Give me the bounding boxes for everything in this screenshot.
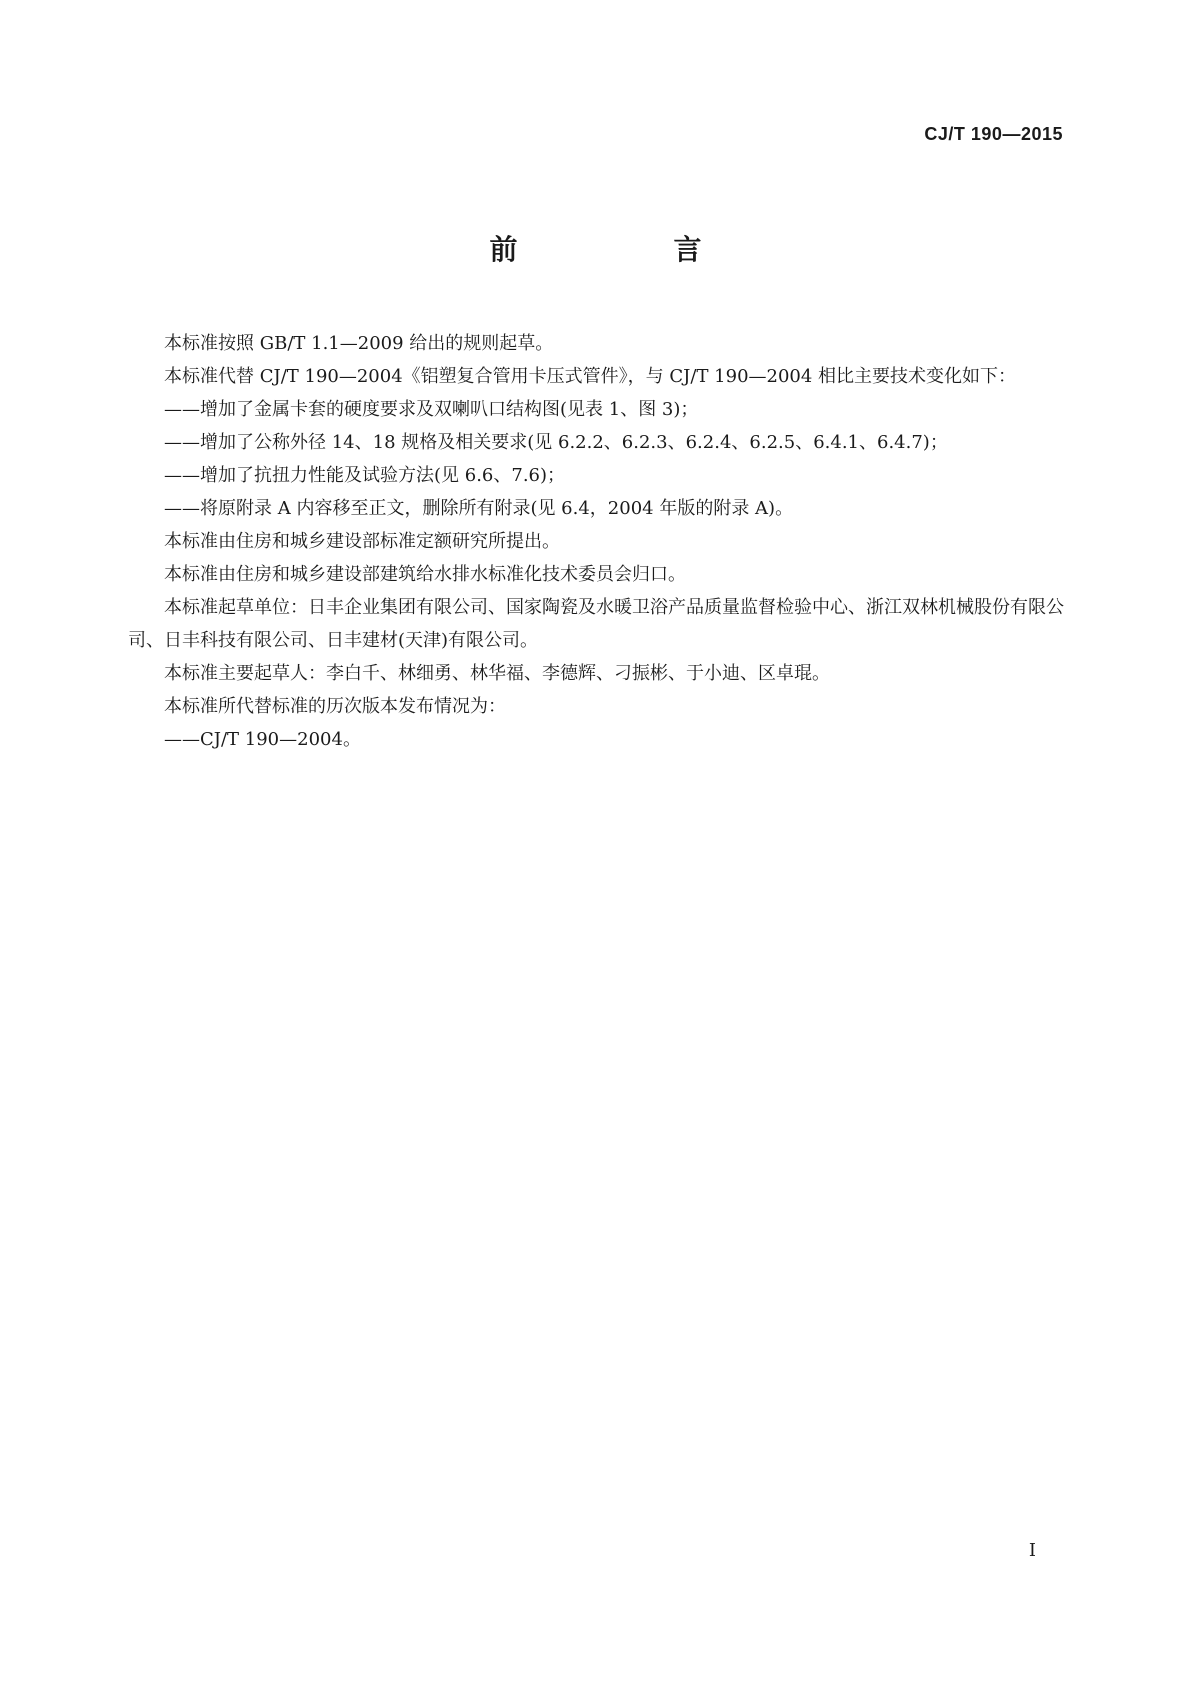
page-number: I <box>1028 1540 1036 1561</box>
paragraph: 本标准代替 CJ/T 190—2004《铝塑复合管用卡压式管件》，与 CJ/T 190—2004 相比主要技术变化如下： <box>164 366 1017 387</box>
standard-code: CJ/T 190—2015 <box>924 124 1063 144</box>
document-body <box>128 327 1064 756</box>
list-item: ——CJ/T 190—2004。 <box>164 729 361 750</box>
paragraph: 本标准主要起草人：李白千、林细勇、林华福、李德辉、刁振彬、于小迪、区卓琨。 <box>164 663 830 684</box>
page-title: 前 言 <box>489 233 766 266</box>
paragraph: 本标准按照 GB/T 1.1—2009 给出的规则起草。 <box>164 333 554 354</box>
list-item: ——将原附录 A 内容移至正文，删除所有附录(见 6.4，2004 年版的附录 A)。 <box>164 498 794 519</box>
list-item: ——增加了抗扭力性能及试验方法(见 6.6、7.6)； <box>164 465 566 486</box>
paragraph: 本标准起草单位：日丰企业集团有限公司、国家陶瓷及水暖卫浴产品质量监督检验中心、浙江双林机械股份有限公司、日丰科技有限公司、日丰建材(天津)有限公司。 <box>128 597 1064 651</box>
paragraph: 本标准由住房和城乡建设部建筑给水排水标准化技术委员会归口。 <box>164 564 686 585</box>
list-item: ——增加了金属卡套的硬度要求及双喇叭口结构图(见表 1、图 3)； <box>164 399 699 420</box>
list-item: ——增加了公称外径 14、18 规格及相关要求(见 6.2.2、6.2.3、6.2.4、6.2.5、6.4.1、6.4.7)； <box>164 432 948 453</box>
paragraph: 本标准由住房和城乡建设部标准定额研究所提出。 <box>164 531 560 552</box>
paragraph: 本标准所代替标准的历次版本发布情况为： <box>164 696 506 717</box>
